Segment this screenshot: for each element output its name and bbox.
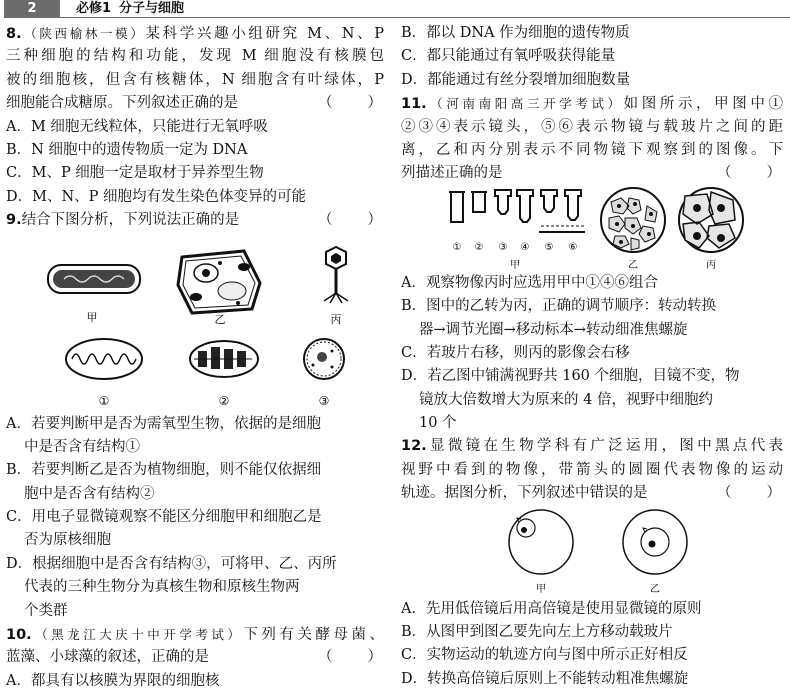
fig11-label-jia: 甲 [510, 259, 520, 271]
q10-answer-paren: （ ） [318, 649, 384, 666]
q8-option-b: B．N 细胞中的遗传物质一定为 DNA [6, 141, 248, 158]
q11-option-b: B．图中的乙转为丙，正确的调节顺序：转动转换 [401, 298, 717, 315]
q8-option-a: A．M 细胞无线粒体，只能进行无氧呼吸 [6, 118, 268, 135]
chloroplast-structure-2 [190, 341, 258, 377]
q9-number: 9. [6, 212, 22, 229]
q10-option-c: C．都只能通过有氧呼吸获得能量 [401, 48, 616, 65]
q12-stem-line: 轨迹。据图分析，下列叙述中错误的是 [401, 485, 648, 502]
right-column [401, 22, 783, 691]
objective-distance-6-icon [565, 190, 581, 220]
fig11-label-1: ① [452, 241, 462, 253]
view-bing-circle [679, 188, 743, 252]
fig9-label-2: ② [218, 393, 230, 408]
q9-stem: 结合下图分析，下列说法正确的是 [21, 212, 240, 229]
q12-stem-line: 视野中看到的物像，带箭头的圆圈代表物像的运动 [401, 461, 783, 478]
q12-number: 12. [401, 438, 427, 455]
q8-number: 8. [6, 26, 22, 42]
fig12-label-jia: 甲 [536, 583, 546, 595]
header-title [76, 0, 192, 18]
lens-2-icon [471, 192, 487, 212]
lens-4-icon [517, 190, 533, 222]
q9-figure [6, 233, 384, 413]
q9-option-c: C．用电子显微镜观察不能区分细胞甲和细胞乙是 [6, 509, 322, 526]
q11-option-b-cont: 器→调节光圈→移动标本→转动细准焦螺旋 [419, 321, 688, 338]
q11-figure [401, 186, 783, 272]
book-name: 必修1 [76, 1, 112, 16]
fig11-label-3: ③ [498, 241, 508, 253]
q11-stem-line: 如图所示，甲图中① [623, 96, 783, 113]
q11-option-c: C．若玻片右移，则丙的影像会右移 [401, 344, 630, 361]
fig9-label-jia: 甲 [86, 310, 98, 324]
q9-option-a-cont: 中是否含有结构① [24, 438, 140, 455]
question-12 [401, 435, 783, 691]
view-yi-circle [601, 188, 665, 252]
fig9-label-yi: 乙 [214, 312, 226, 326]
q9-option-b: B．若要判断乙是否为植物细胞，则不能仅依据细 [6, 462, 322, 479]
view-yi-circle-12 [623, 510, 687, 574]
q11-stem-line: ②③④表示镜头，⑤⑥表示物镜与载玻片之间的距 [401, 118, 783, 135]
objective-distance-5-icon [541, 190, 557, 212]
q8-stem-line: 被的细胞核，但含有核糖体，N 细胞含有叶绿体，P [6, 71, 384, 88]
q9-option-b-cont: 胞中是否含有结构② [24, 485, 155, 502]
q9-option-d: D．根据细胞中是否含有结构③，可将甲、乙、丙所 [6, 555, 337, 572]
q8-option-c: C．M、P 细胞一定是取材于异养型生物 [6, 165, 264, 182]
left-column [6, 22, 384, 693]
q12-stem-line: 显微镜在生物学科有广泛运用，图中黑点代表 [426, 438, 783, 455]
q10-option-b: B．都以 DNA 作为细胞的遗传物质 [401, 25, 630, 41]
q9-answer-paren: （ ） [318, 212, 384, 229]
view-jia-circle [509, 510, 573, 574]
q11-source: （河南南阳高三开学考试） [426, 96, 624, 112]
question-10 [6, 623, 384, 693]
q12-figure [401, 506, 783, 598]
fig9-label-3: ③ [318, 393, 330, 408]
q8-stem-line: 细胞能合成糖原。下列叙述正确的是 [6, 95, 238, 112]
chapter-name: 分子与细胞 [119, 1, 185, 16]
q11-option-a: A．观察物像丙时应选用甲中①④⑥组合 [401, 274, 658, 291]
q9-option-d-cont: 代表的三种生物分为真核生物和原核生物两 [24, 579, 300, 596]
q9-option-a: A．若要判断甲是否为需氧型生物，依据的是细胞 [6, 415, 321, 432]
q8-stem-line: 某科学兴趣小组研究 M、N、P [145, 26, 384, 42]
lens-1-icon [449, 192, 465, 222]
q12-option-c: C．实物运动的轨迹方向与图中所示正好相反 [401, 647, 688, 664]
q10-stem-line: 蓝藻、小球藻的叙述，正确的是 [6, 649, 209, 666]
q9-option-c-cont: 否为原核细胞 [24, 532, 111, 549]
q11-option-d: D．若乙图中铺满视野共 160 个细胞，目镜不变，物 [401, 368, 740, 385]
q12-option-b: B．从图甲到图乙要先向左上方移动载玻片 [401, 624, 673, 641]
q10-source: （黑龙江大庆十中开学考试） [31, 627, 244, 643]
fig12-label-yi: 乙 [650, 583, 660, 595]
q11-option-d-cont: 镜放大倍数增大为原来的 4 倍，视野中细胞约 [419, 391, 713, 408]
q10-option-d: D．都能通过有丝分裂增加细胞数量 [401, 71, 631, 88]
q12-option-a: A．先用低倍镜后用高倍镜是使用显微镜的原则 [401, 600, 702, 617]
question-8 [6, 22, 384, 209]
q8-answer-paren: （ ） [318, 95, 384, 112]
fig11-label-5: ⑤ [544, 241, 554, 253]
q12-answer-paren: （ ） [717, 485, 783, 502]
bacterium-cell-jia [48, 265, 140, 293]
page-header [0, 0, 790, 18]
q11-stem-line: 离，乙和丙分别表示不同物镜下观察到的图像。下 [401, 141, 783, 158]
page-number: 2 [4, 0, 60, 18]
q10-option-a: A．都具有以核膜为界限的细胞核 [6, 672, 220, 689]
fig11-label-4: ④ [520, 241, 530, 253]
q10-stem-line: 下列有关酵母菌、 [243, 627, 384, 644]
q9-option-d-cont: 个类群 [24, 602, 68, 619]
question-11 [401, 92, 783, 435]
question-9 [6, 209, 384, 623]
fig9-label-bing: 丙 [330, 312, 342, 326]
fig9-label-1: ① [98, 393, 110, 408]
q8-option-d: D．M、N、P 细胞均有发生染色体变异的可能 [6, 188, 307, 205]
header-rule [60, 17, 790, 18]
plant-cell-yi [178, 251, 260, 313]
q11-answer-paren: （ ） [717, 165, 783, 182]
q12-option-d: D．转换高倍镜后原则上不能转动粗准焦螺旋 [401, 670, 689, 687]
mitochondrion-structure-1 [66, 339, 142, 379]
fig11-label-2: ② [474, 241, 484, 253]
fig11-label-yi: 乙 [628, 259, 638, 271]
lens-3-icon [495, 190, 511, 214]
q11-option-d-cont: 10 个 [419, 415, 457, 432]
q11-stem-line: 列描述正确的是 [401, 165, 503, 182]
q8-source: （陕西榆林一模） [21, 26, 146, 41]
fig11-label-bing: 丙 [706, 259, 716, 271]
phage-bing [324, 247, 348, 303]
nucleus-structure-3 [304, 339, 344, 379]
fig11-label-6: ⑥ [568, 241, 578, 253]
q8-stem-line: 三种细胞的结构和功能，发现 M 细胞没有核膜包 [6, 48, 384, 65]
q11-number: 11. [401, 96, 427, 113]
q10-number: 10. [6, 627, 32, 644]
